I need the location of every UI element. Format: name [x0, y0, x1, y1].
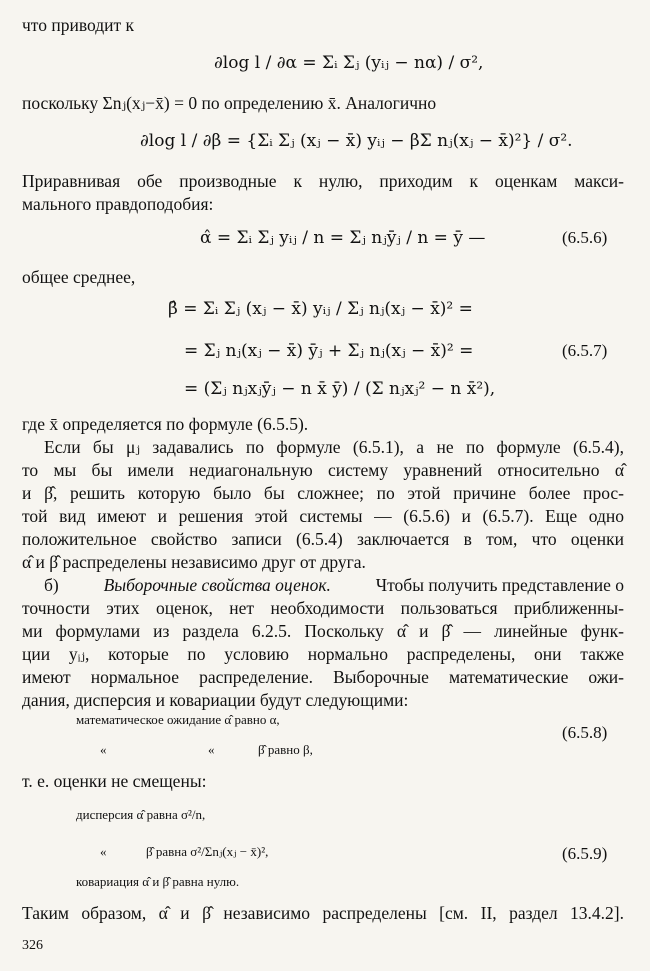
page-number: 326: [22, 938, 43, 953]
paragraph-label: б): [44, 575, 59, 595]
equation-beta-hat-line-2: = Σⱼ nⱼ(xⱼ − x̄) ȳⱼ + Σⱼ nⱼ(xⱼ − x̄)² =: [184, 341, 474, 361]
text-line: Если бы μⱼ задавались по формуле (6.5.1), а не по формуле (6.5.4),: [44, 437, 624, 457]
text-line: то мы бы имели недиагональную систему уравнений относительно α̂: [22, 460, 624, 480]
text-line: той вид имеют и решения этой системы — (6.5.6) и (6.5.7). Еще одно: [22, 506, 624, 526]
equation-beta-hat-line-1: β̂ = Σᵢ Σⱼ (xⱼ − x̄) yᵢⱼ / Σⱼ nⱼ(xⱼ − x̄)² =: [168, 299, 473, 319]
text-line: поскольку Σnⱼ(xⱼ−x̄) = 0 по определению x̄. Аналогично: [22, 93, 437, 113]
ditto-mark: «: [208, 742, 215, 757]
equation-number: (6.5.9): [562, 844, 608, 863]
variance-beta: β̂ равна σ²/Σnⱼ(xⱼ − x̄)²,: [146, 844, 269, 859]
text-line: дания, дисперсия и ковариации будут следующими:: [22, 690, 409, 710]
ditto-mark: «: [100, 844, 107, 859]
expectation-alpha: математическое ожидание α̂ равно α,: [76, 712, 280, 727]
equation-dlogl-dbeta: ∂log l / ∂β = {Σᵢ Σⱼ (xⱼ − x̄) yᵢⱼ − βΣ nⱼ(xⱼ − x̄)²} / σ².: [140, 131, 573, 151]
text-segment: Чтобы получить представление о: [375, 575, 624, 595]
equation-dlogl-dalpha: ∂log l / ∂α = Σᵢ Σⱼ (yᵢⱼ − nα) / σ²,: [214, 53, 484, 73]
text-line: положительное свойство записи (6.5.4) заключается в том, что оценки: [22, 529, 624, 549]
equation-number: (6.5.8): [562, 723, 608, 742]
equation-number: (6.5.6): [562, 228, 608, 247]
ditto-mark: «: [100, 742, 107, 757]
equation-number: (6.5.7): [562, 341, 608, 360]
text-line: т. е. оценки не смещены:: [22, 771, 207, 791]
text-line: мального правдоподобия:: [22, 194, 214, 214]
variance-alpha: дисперсия α̂ равна σ²/n,: [76, 807, 206, 822]
text-line: точности этих оценок, нет необходимости пользоваться приближенны-: [22, 598, 624, 618]
equation-alpha-hat: α̂ = Σᵢ Σⱼ yᵢⱼ / n = Σⱼ nⱼȳⱼ / n = ȳ —: [200, 228, 486, 248]
section-heading: Выборочные свойства оценок.: [103, 575, 331, 595]
text-line: и β̂, решить которую было бы сложнее; по этой причине более прос-: [22, 483, 624, 503]
text-line: что приводит к: [22, 15, 135, 35]
text-line: ми формулами из раздела 6.2.5. Поскольку α̂ и β̂ — линейные функ-: [22, 621, 624, 641]
expectation-beta: β̂ равно β,: [258, 742, 313, 757]
text-line: ции yᵢⱼ, которые по условию нормально распределены, они также: [22, 644, 624, 664]
text-line: имеют нормальное распределение. Выборочные математические ожи-: [22, 667, 624, 687]
text-line: где x̄ определяется по формуле (6.5.5).: [22, 414, 309, 434]
paragraph-b-first-line: [44, 574, 624, 596]
text-line: α̂ и β̂ распределены независимо друг от друга.: [22, 552, 366, 572]
covariance-alpha-beta: ковариация α̂ и β̂ равна нулю.: [76, 874, 240, 889]
equation-beta-hat-line-3: = (Σⱼ nⱼxⱼȳⱼ − n x̄ ȳ) / (Σ nⱼxⱼ² − n x̄²),: [184, 379, 496, 399]
text-line: общее среднее,: [22, 267, 136, 287]
text-line: Таким образом, α̂ и β̂ независимо распределены [см. II, раздел 13.4.2].: [22, 903, 624, 923]
text-line: Приравнивая обе производные к нулю, приходим к оценкам макси-: [22, 171, 624, 191]
